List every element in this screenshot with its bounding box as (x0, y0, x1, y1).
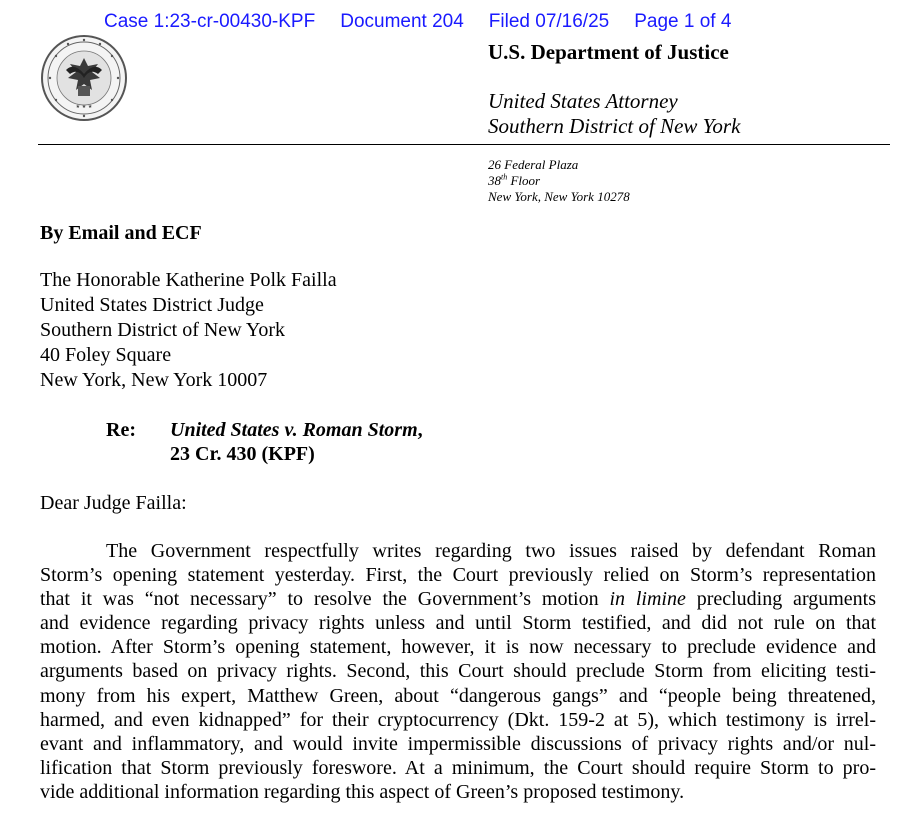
doj-seal-icon (40, 34, 128, 122)
addressee-block (40, 268, 337, 393)
addressee-line: United States District Judge (40, 294, 264, 316)
re-caption: United States v. Roman Storm, (170, 419, 423, 441)
addressee-line: 40 Foley Square (40, 344, 172, 366)
body-line: and evidence regarding privacy rights unless and until Storm testified, and did not rule on that (40, 612, 876, 635)
delivery-method: By Email and ECF (40, 222, 202, 244)
department-name: U.S. Department of Justice (488, 40, 729, 64)
office-address-city: New York, New York 10278 (488, 189, 630, 204)
office-address-floor: 38th Floor (488, 172, 541, 188)
salutation: Dear Judge Failla: (40, 492, 187, 514)
document-number: Document 204 (340, 11, 464, 32)
body-line: arguments based on privacy rights. Second, this Court should preclude Storm from eliciting testi- (40, 660, 876, 683)
body-line: harmed, and even kidnapped” for their cryptocurrency (Dkt. 159-2 at 5), which testimony is irrel- (40, 708, 876, 731)
addressee-line: New York, New York 10007 (40, 369, 268, 391)
re-docket: 23 Cr. 430 (KPF) (170, 443, 315, 465)
office-address-street: 26 Federal Plaza (488, 157, 579, 172)
body-line: lification that Storm previously foreswore. At a minimum, the Court should require Storm to pro- (40, 756, 876, 779)
office-title: United States Attorney (488, 89, 678, 113)
case-number: Case 1:23-cr-00430-KPF (104, 11, 316, 32)
body-line: vide additional information regarding this aspect of Green’s proposed testimony. (40, 780, 685, 803)
office-district: Southern District of New York (488, 114, 741, 138)
letter-body-paragraph (40, 539, 876, 804)
ecf-filing-header (104, 11, 731, 33)
addressee-line: The Honorable Katherine Polk Failla (40, 269, 337, 291)
body-line: mony from his expert, Matthew Green, about “dangerous gangs” and “people being threatened, (40, 684, 876, 707)
body-line: that it was “not necessary” to resolve the Government’s motion in limine precluding arguments (40, 588, 877, 611)
body-line: evant and inflammatory, and would invite impermissible discussions of privacy rights and/or nul- (40, 732, 876, 755)
addressee-line: Southern District of New York (40, 319, 285, 341)
re-label: Re: (106, 419, 136, 441)
page-indicator: Page 1 of 4 (634, 11, 732, 32)
svg-text:★ ★ ★: ★ ★ ★ (75, 104, 93, 110)
body-line: The Government respectfully writes regarding two issues raised by defendant Roman (106, 540, 876, 562)
letterhead-divider (38, 144, 890, 145)
body-line: Storm’s opening statement yesterday. First, the Court previously relied on Storm’s representation (40, 564, 876, 587)
filed-date: Filed 07/16/25 (488, 11, 610, 32)
body-line: motion. After Storm’s opening statement, however, it is now necessary to preclude evidence and (40, 636, 876, 659)
